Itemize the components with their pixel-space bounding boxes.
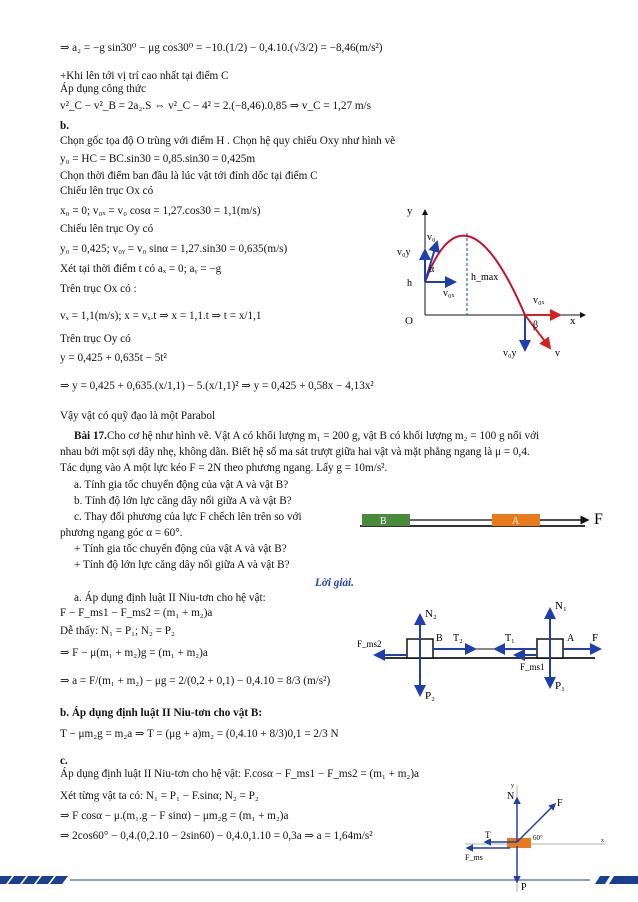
eq-x0: x₀ = 0; v₀ₓ = v₀ cosα = 1,27.cos30 = 1,1(m/s) (60, 205, 261, 217)
solution-c-result: ⇒ 2cos60° − 0,4.(0,2.10 − 2sin60) − 0,4.0,1.10 = 0,3a ⇒ a = 1,64m/s² (60, 830, 373, 842)
text-line: Chiếu lên trục Ox có (60, 185, 154, 197)
question-c-angle: phương ngang góc α = 60°. (60, 527, 183, 539)
text-line: Chọn gốc tọa độ O trùng với điểm H . Chọn hệ quy chiếu Oxy như hình vẽ (60, 135, 396, 147)
question-c-2: + Tính độ lớn lực căng dây nối giữa A và vật B? (74, 559, 290, 571)
fbd-t1-label: T₁ (505, 633, 515, 644)
graph-alpha-label: α (429, 264, 435, 275)
fbd2-x-label: x (601, 838, 604, 844)
fbd-b-label: B (436, 633, 443, 644)
text-line: Trên trục Oy có (60, 333, 131, 345)
fbd-fms1-label: F_ms1 (520, 662, 545, 672)
part-b-label: b. (60, 120, 70, 132)
solution-b-result: T − μm₂g = m₂a ⇒ T = (μg + a)m₂ = (0,4.10 + 8/3)0,1 = 2/3 N (60, 728, 339, 740)
problem-line-3: Tác dụng vào A một lực kéo F = 2N theo phương ngang. Lấy g = 10m/s². (60, 462, 388, 474)
fbd2-p-label: P (521, 882, 527, 893)
eq-vc: v²_C − v²_B = 2a₂.S ⇔ v²_C − 4² = 2.(−8,46).0,85 ⇒ v_C = 1,27 m/s (60, 100, 371, 112)
fbd2-t-label: T (485, 830, 491, 840)
force-f-label: F (594, 511, 603, 528)
text-line: Chiếu lên trục Oy có (60, 223, 154, 235)
problem-title: Bài 17. (74, 430, 107, 442)
blocks-diagram (360, 498, 615, 536)
graph-beta-label: β (533, 320, 539, 331)
solution-b-intro: b. Áp dụng định luật II Niu-tơn cho vật B: (60, 707, 263, 719)
graph-v0x-label: v₀ₓ (443, 288, 455, 299)
solution-c-intro: Áp dụng định luật II Niu-tơn cho hệ vật: F.cosα − F_ms1 − F_ms2 = (m₁ + m₂)a (60, 768, 420, 780)
graph-hmax-label: h_max (471, 272, 499, 283)
question-c: c. Thay đổi phương của lực F chếch lên trên so với (74, 511, 302, 523)
graph-x-label: x (570, 315, 576, 327)
solution-a-result: ⇒ a = F/(m₁ + m₂) − μg = 2/(0,2 + 0,1) − 0,4.10 = 8/3 (m/s²) (60, 675, 331, 687)
eq-a2: ⇒ a₂ = −g sin30⁰ − μg cos30⁰ = −10.(1/2) − 0,4.10.(√3/2) = −8,46(m/s²) (60, 42, 383, 54)
solution-heading: Lời giải. (315, 577, 354, 589)
graph-origin-label: O (405, 315, 413, 327)
problem-line-2: nhau bởi một sợi dây nhẹ, không dãn. Biết hệ số ma sát trượt giữa hai vật và mặt phẳng ngang là μ = 0,4. (60, 446, 530, 458)
fbd-fms2-label: F_ms2 (357, 639, 382, 649)
free-body-diagram (355, 595, 610, 715)
eq-vx: vₓ = 1,1(m/s); x = vₓ.t ⇒ x = 1,1.t ⇒ t = x/1,1 (60, 310, 262, 322)
question-c-1: + Tính gia tốc chuyển động của vật A và vật B? (74, 543, 287, 555)
fbd2-angle-label: 60° (533, 834, 543, 842)
solution-a-intro: a. Áp dụng định luật II Niu-tơn cho hệ vật: (74, 592, 266, 604)
solution-a-eq2: Dễ thấy: N₁ = P₁; N₂ = P₂ (60, 625, 175, 637)
block-a-label: A (512, 516, 520, 527)
graph-v-label: v (555, 348, 560, 359)
fbd-n1-label: N₁ (555, 600, 567, 612)
graph-h-label: h (407, 278, 412, 289)
fbd-t2-label: T₂ (453, 633, 463, 644)
trajectory-diagram (395, 200, 595, 360)
eq-y0: y₀ = HC = BC.sin30 = 0,85.sin30 = 0,425m (60, 153, 256, 165)
block-b-label: B (380, 516, 387, 527)
fbd-p2-label: P₂ (425, 690, 435, 702)
fbd2-y-label: y (511, 783, 514, 789)
eq-y-t: y = 0,425 + 0,635t − 5t² (60, 352, 167, 364)
solution-a-eq3: ⇒ F − μ(m₁ + m₂)g = (m₁ + m₂)a (60, 647, 208, 659)
fbd2-fms-label: F_ms (465, 853, 483, 862)
problem-text-1: Cho cơ hệ như hình vẽ. Vật A có khối lượng m₁ = 200 g, vật B có khối lượng m₂ = 100 g nối với (106, 430, 540, 442)
text-line: Chọn thời điểm ban đầu là lúc vật tới đỉnh dốc tại điểm C (60, 170, 318, 182)
fbd-p1-label: P₁ (555, 680, 565, 692)
graph-v0y2-label: v₀y (503, 348, 517, 359)
graph-v0-label: v₀ (427, 232, 436, 243)
text-line: Xét tại thời điểm t có aₓ = 0; aᵧ = −g (60, 263, 222, 275)
fbd-a-label: A (567, 633, 575, 644)
text-line: +Khi lên tới vị trí cao nhất tại điểm C (60, 70, 229, 82)
solution-a-eq1: F − F_ms1 − F_ms2 = (m₁ + m₂)a (60, 607, 213, 619)
solution-c-eq1: Xét từng vật ta có: N₁ = P₁ − F.sinα; N₂ = P₂ (60, 790, 259, 802)
solution-c-eq2: ⇒ F cosα − μ.(m₁.g − F sinα) − μm₂g = (m₁ + m₂)a (60, 810, 289, 822)
fbd-f-label: F (592, 632, 599, 644)
graph-y-label: y (407, 205, 413, 217)
fbd-n2-label: N₂ (425, 608, 437, 620)
fbd2-n-label: N (507, 791, 515, 802)
eq-y0v0y: y₀ = 0,425; v₀ᵧ = v₀ sinα = 1,27.sin30 = 0,635(m/s) (60, 243, 288, 255)
question-b: b. Tính độ lớn lực căng dây nối giữa A và vật B? (74, 495, 292, 507)
text-line: Áp dụng công thức (60, 83, 146, 95)
graph-v0y-label: v₀y (397, 247, 411, 258)
solution-c-label: c. (60, 755, 68, 767)
fbd2-f-label: F (557, 798, 563, 809)
eq-y-x: ⇒ y = 0,425 + 0,635.(x/1,1) − 5.(x/1,1)² ⇒ y = 0,425 + 0,58x − 4,13x² (60, 380, 374, 392)
text-line: Trên trục Ox có : (60, 283, 137, 295)
question-a: a. Tính gia tốc chuyển động của vật A và vật B? (74, 479, 289, 491)
graph-v0x2-label: v₀ₓ (533, 295, 545, 306)
problem-line-1 (74, 430, 539, 443)
page-footer (0, 872, 638, 902)
text-line: Vậy vật có quỹ đạo là một Parabol (60, 410, 216, 422)
